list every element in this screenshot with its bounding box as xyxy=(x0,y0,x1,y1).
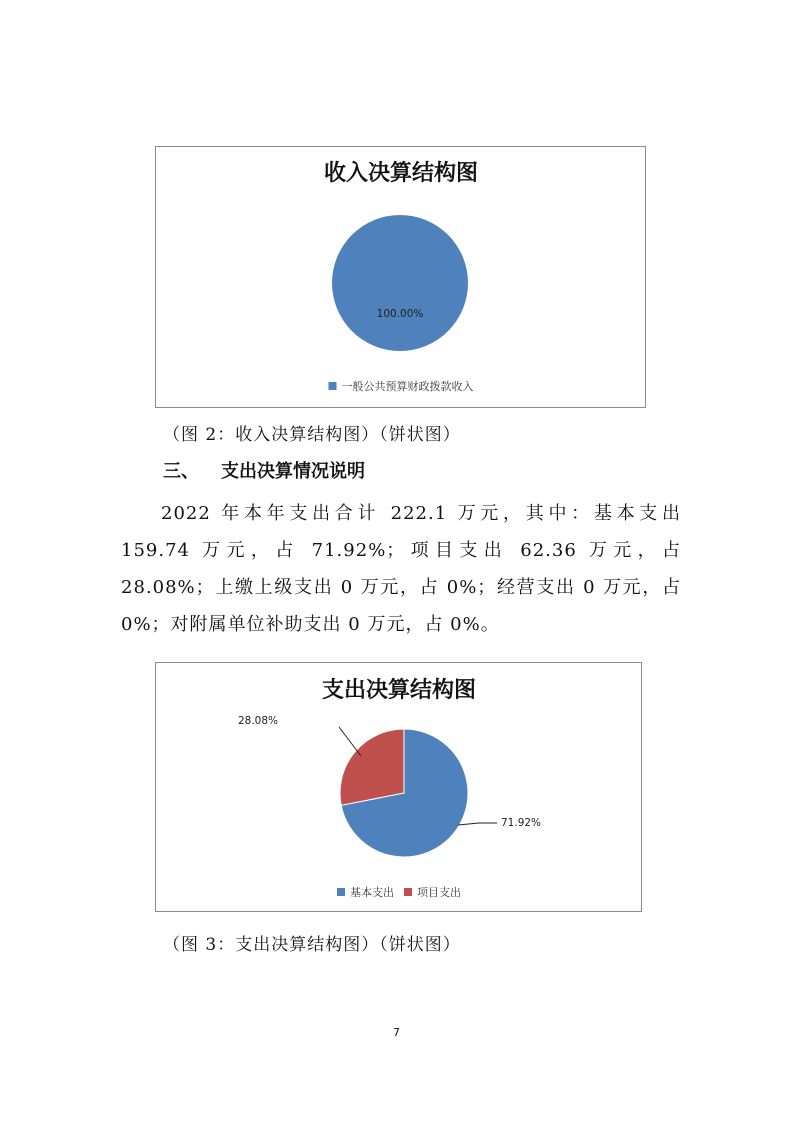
legend-entry: 一般公共预算财政拨款收入 xyxy=(341,380,474,393)
figure-caption-2: （图 2：收入决算结构图）（饼状图） xyxy=(163,425,461,445)
section-heading xyxy=(163,457,365,483)
data-label: 100.00% xyxy=(376,308,424,320)
expenditure-structure-chart xyxy=(155,662,642,912)
figure-caption-3: （图 3：支出决算结构图）（饼状图） xyxy=(163,935,461,955)
legend-swatch xyxy=(404,888,412,896)
page-number: 7 xyxy=(393,1026,400,1039)
legend-entry: 项目支出 xyxy=(417,886,461,899)
legend-entry: 基本支出 xyxy=(350,886,394,899)
data-label: 71.92% xyxy=(501,817,542,829)
expenditure-pie-svg xyxy=(156,663,643,913)
leader-line xyxy=(458,823,497,825)
section-number: 三、 xyxy=(163,461,199,482)
income-structure-chart xyxy=(155,146,646,408)
data-label: 28.08% xyxy=(237,715,279,727)
pie-slice xyxy=(332,215,468,351)
expenditure-paragraph: 2022 年本年支出合计 222.1 万元，其中：基本支出 159.74 万元，占 71.92%；项目支出 62.36 万元，占 28.08%；上缴上级支出 0 万元，占 0%；经营支出 0 万元，占 0%；对附属单位补助支出 0 万元，占 0%。 xyxy=(121,503,681,635)
leader-line xyxy=(339,727,361,756)
legend-swatch xyxy=(337,888,345,896)
chart-title: 收入决算结构图 xyxy=(323,161,479,186)
income-pie-svg xyxy=(156,147,647,409)
section-title: 支出决算情况说明 xyxy=(221,461,365,482)
chart-title: 支出决算结构图 xyxy=(321,678,477,703)
legend-swatch xyxy=(329,382,337,390)
